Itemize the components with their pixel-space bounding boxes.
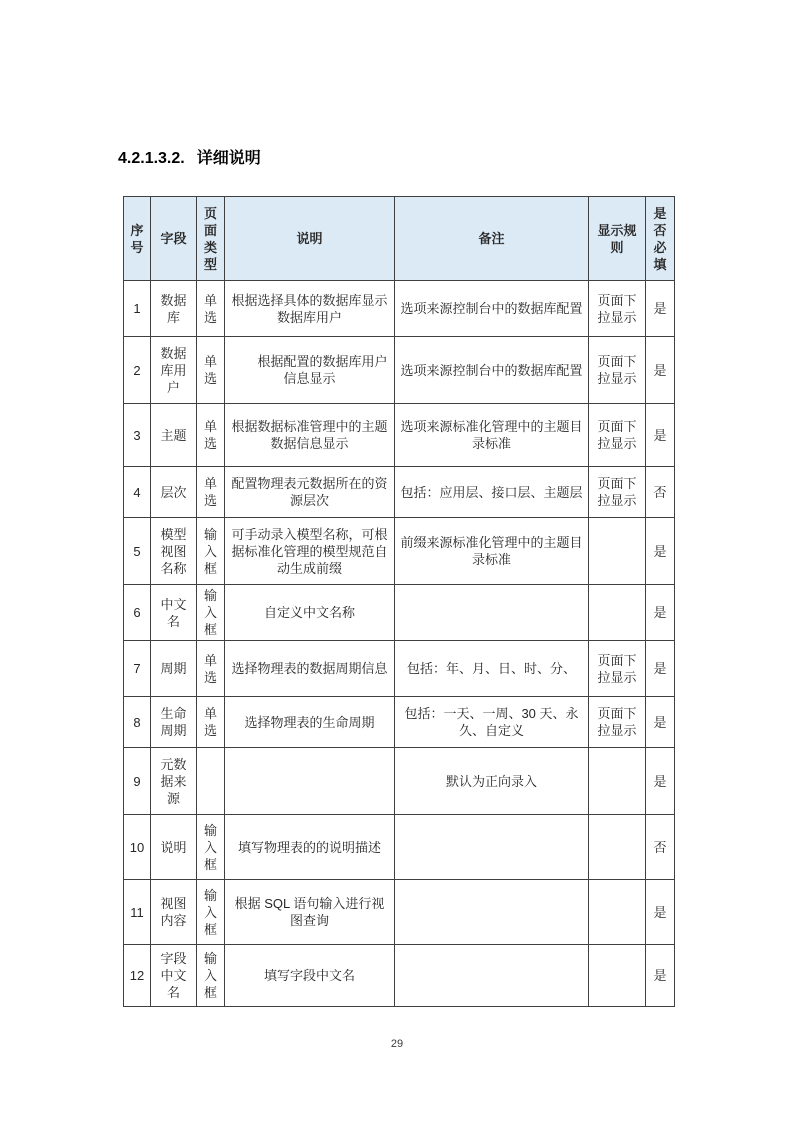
cell-remark: 选项来源控制台中的数据库配置: [395, 337, 589, 404]
cell-field: 层次: [151, 467, 197, 518]
cell-num: 11: [124, 880, 151, 945]
cell-remark: 包括：一天、一周、30 天、永久、自定义: [395, 697, 589, 748]
cell-display-rule: [589, 945, 646, 1007]
cell-page-type: 单选: [197, 697, 225, 748]
cell-field: 数据库: [151, 281, 197, 337]
cell-num: 5: [124, 518, 151, 585]
cell-remark: [395, 945, 589, 1007]
detail-table: [123, 196, 675, 1007]
cell-remark: 选项来源标准化管理中的主题目录标准: [395, 404, 589, 467]
column-header-num: 序号: [124, 197, 151, 281]
cell-page-type: 单选: [197, 337, 225, 404]
cell-num: 6: [124, 585, 151, 641]
cell-required: 是: [646, 518, 675, 585]
cell-field: 元数据来源: [151, 748, 197, 815]
cell-num: 12: [124, 945, 151, 1007]
cell-display-rule: 页面下拉显示: [589, 641, 646, 697]
cell-display-rule: [589, 815, 646, 880]
column-header-required: 是否必填: [646, 197, 675, 281]
cell-description: 填写物理表的的说明描述: [225, 815, 395, 880]
cell-remark: [395, 585, 589, 641]
cell-num: 9: [124, 748, 151, 815]
table-row: [124, 815, 675, 880]
table-row: [124, 337, 675, 404]
cell-num: 2: [124, 337, 151, 404]
cell-description: 根据配置的数据库用户信息显示: [225, 337, 395, 404]
column-header-remark: 备注: [395, 197, 589, 281]
cell-required: 是: [646, 748, 675, 815]
cell-page-type: 单选: [197, 281, 225, 337]
cell-num: 4: [124, 467, 151, 518]
section-number: 4.2.1.3.2.: [118, 150, 185, 167]
section-title-text: 详细说明: [196, 150, 261, 167]
cell-remark: 默认为正向录入: [395, 748, 589, 815]
cell-required: 是: [646, 337, 675, 404]
cell-field: 视图内容: [151, 880, 197, 945]
table-row: [124, 641, 675, 697]
cell-description: 根据选择具体的数据库显示数据库用户: [225, 281, 395, 337]
cell-field: 数据库用户: [151, 337, 197, 404]
cell-display-rule: 页面下拉显示: [589, 404, 646, 467]
cell-required: 是: [646, 945, 675, 1007]
column-header-description: 说明: [225, 197, 395, 281]
cell-page-type: 输入框: [197, 945, 225, 1007]
column-header-field: 字段: [151, 197, 197, 281]
cell-required: 否: [646, 467, 675, 518]
cell-display-rule: [589, 880, 646, 945]
cell-description: 可手动录入模型名称，可根据标准化管理的模型规范自动生成前缀: [225, 518, 395, 585]
cell-remark: 选项来源控制台中的数据库配置: [395, 281, 589, 337]
cell-field: 主题: [151, 404, 197, 467]
cell-description: 填写字段中文名: [225, 945, 395, 1007]
cell-display-rule: 页面下拉显示: [589, 281, 646, 337]
table-row: [124, 585, 675, 641]
page-number: 29: [390, 1038, 404, 1050]
cell-required: 是: [646, 281, 675, 337]
cell-page-type: 输入框: [197, 518, 225, 585]
cell-page-type: 输入框: [197, 585, 225, 641]
cell-remark: 包括：应用层、接口层、主题层: [395, 467, 589, 518]
cell-num: 7: [124, 641, 151, 697]
cell-num: 3: [124, 404, 151, 467]
cell-required: 是: [646, 880, 675, 945]
cell-description: 自定义中文名称: [225, 585, 395, 641]
table-header-row: [124, 197, 675, 281]
cell-display-rule: 页面下拉显示: [589, 337, 646, 404]
cell-page-type: 输入框: [197, 880, 225, 945]
cell-page-type: 单选: [197, 641, 225, 697]
cell-field: 说明: [151, 815, 197, 880]
cell-num: 8: [124, 697, 151, 748]
cell-page-type: [197, 748, 225, 815]
cell-display-rule: [589, 748, 646, 815]
cell-display-rule: [589, 518, 646, 585]
cell-description: 配置物理表元数据所在的资源层次: [225, 467, 395, 518]
cell-field: 生命周期: [151, 697, 197, 748]
table-row: [124, 697, 675, 748]
section-heading: [118, 145, 261, 168]
cell-page-type: 单选: [197, 467, 225, 518]
cell-page-type: 单选: [197, 404, 225, 467]
cell-page-type: 输入框: [197, 815, 225, 880]
cell-field: 中文名: [151, 585, 197, 641]
table-row: [124, 281, 675, 337]
table-row: [124, 748, 675, 815]
cell-description: 根据数据标准管理中的主题数据信息显示: [225, 404, 395, 467]
cell-required: 是: [646, 585, 675, 641]
cell-required: 是: [646, 404, 675, 467]
table-row: [124, 518, 675, 585]
cell-field: 模型视图名称: [151, 518, 197, 585]
cell-num: 10: [124, 815, 151, 880]
table-row: [124, 880, 675, 945]
cell-remark: [395, 880, 589, 945]
column-header-page-type: 页面类型: [197, 197, 225, 281]
cell-required: 是: [646, 697, 675, 748]
column-header-display-rule: 显示规则: [589, 197, 646, 281]
table-row: [124, 945, 675, 1007]
cell-num: 1: [124, 281, 151, 337]
cell-required: 否: [646, 815, 675, 880]
cell-field: 字段中文名: [151, 945, 197, 1007]
cell-required: 是: [646, 641, 675, 697]
cell-description: [225, 748, 395, 815]
cell-display-rule: 页面下拉显示: [589, 697, 646, 748]
cell-display-rule: [589, 585, 646, 641]
cell-description: 根据 SQL 语句输入进行视图查询: [225, 880, 395, 945]
cell-remark: 前缀来源标准化管理中的主题目录标准: [395, 518, 589, 585]
table-row: [124, 467, 675, 518]
cell-remark: 包括：年、月、日、时、分、: [395, 641, 589, 697]
cell-description: 选择物理表的数据周期信息: [225, 641, 395, 697]
cell-description: 选择物理表的生命周期: [225, 697, 395, 748]
cell-display-rule: 页面下拉显示: [589, 467, 646, 518]
cell-field: 周期: [151, 641, 197, 697]
table-row: [124, 404, 675, 467]
cell-remark: [395, 815, 589, 880]
